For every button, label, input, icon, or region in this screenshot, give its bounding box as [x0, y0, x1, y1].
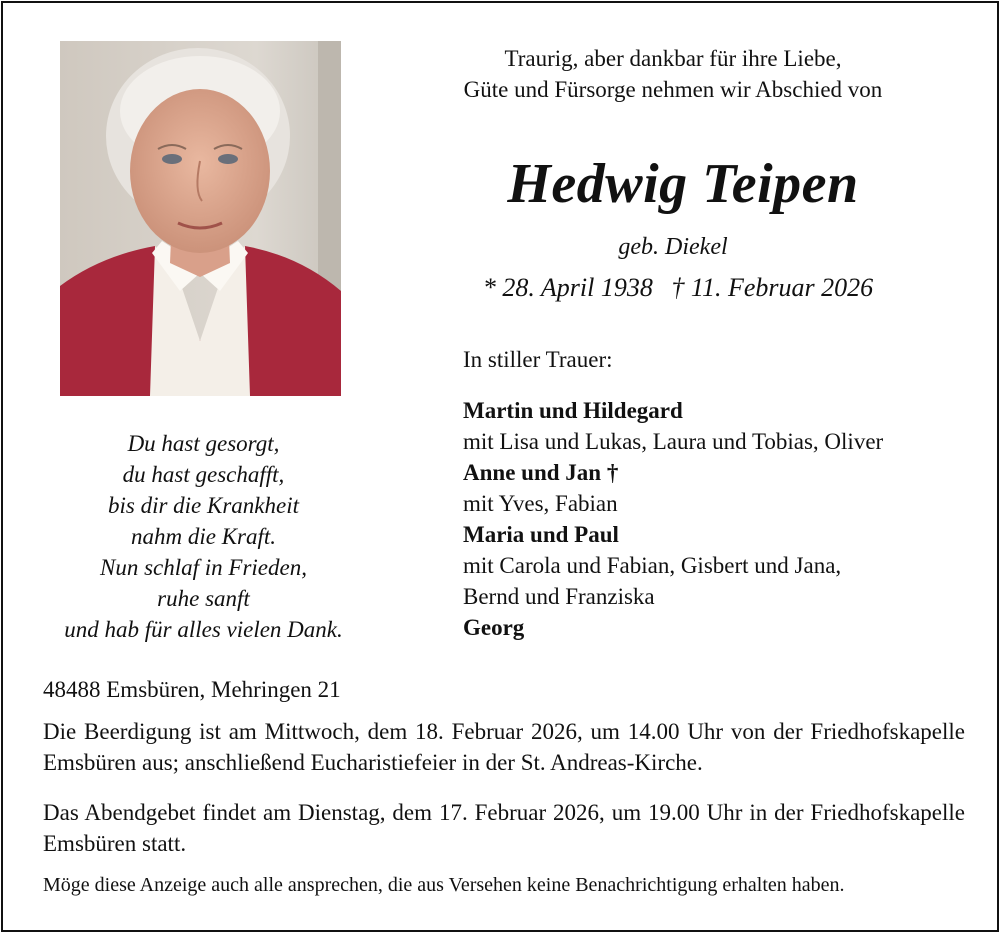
birth-date: * 28. April 1938 — [482, 273, 653, 302]
portrait-image — [60, 41, 341, 396]
intro-text — [363, 43, 983, 105]
mourner-family: Anne und Jan † — [463, 460, 619, 485]
poem — [21, 428, 386, 645]
intro-line-1: Traurig, aber dankbar für ihre Liebe, — [504, 46, 842, 71]
mourning-label: In stiller Trauer: — [463, 347, 613, 372]
intro-line-2: Güte und Fürsorge nehmen wir Abschied von — [463, 77, 883, 102]
poem-line: Du hast gesorgt, — [127, 431, 280, 456]
mourner-descendants: Bernd und Franziska — [463, 584, 655, 609]
obituary-notice — [1, 1, 999, 932]
evening-prayer-info: Das Abendgebet findet am Dienstag, dem 17. Februar 2026, um 19.00 Uhr in der Friedhofskapelle Emsbüren statt. — [43, 800, 965, 856]
mourner-descendants: mit Carola und Fabian, Gisbert und Jana, — [463, 553, 842, 578]
funeral-info: Die Beerdigung ist am Mittwoch, dem 18. Februar 2026, um 14.00 Uhr von der Friedhofskapelle Emsbüren aus; anschließend Eucharistiefeier in der St. Andreas-Kirche. — [43, 719, 965, 775]
mourner-family: Martin und Hildegard — [463, 398, 683, 423]
deceased-name: Hedwig Teipen — [507, 153, 859, 215]
address: 48488 Emsbüren, Mehringen 21 — [43, 677, 341, 702]
poem-line: du hast geschafft, — [122, 462, 285, 487]
poem-line: Nun schlaf in Frieden, — [100, 555, 307, 580]
mourner-descendants: mit Yves, Fabian — [463, 491, 618, 516]
portrait-photo — [60, 41, 341, 396]
mourners-list — [463, 395, 983, 643]
notice-note: Möge diese Anzeige auch alle ansprechen, die aus Versehen keine Benachrichtigung erhalten haben. — [43, 874, 845, 896]
life-dates — [363, 270, 993, 306]
poem-line: ruhe sanft — [157, 586, 250, 611]
poem-line: nahm die Kraft. — [130, 524, 277, 549]
poem-line: bis dir die Krankheit — [107, 493, 300, 518]
poem-line: und hab für alles vielen Dank. — [64, 617, 343, 642]
mourner-family: Maria und Paul — [463, 522, 619, 547]
birth-name: geb. Diekel — [618, 234, 728, 260]
mourner-family: Georg — [463, 615, 525, 640]
death-date: † 11. Februar 2026 — [671, 273, 874, 302]
mourner-descendants: mit Lisa und Lukas, Laura und Tobias, Oliver — [463, 429, 884, 454]
